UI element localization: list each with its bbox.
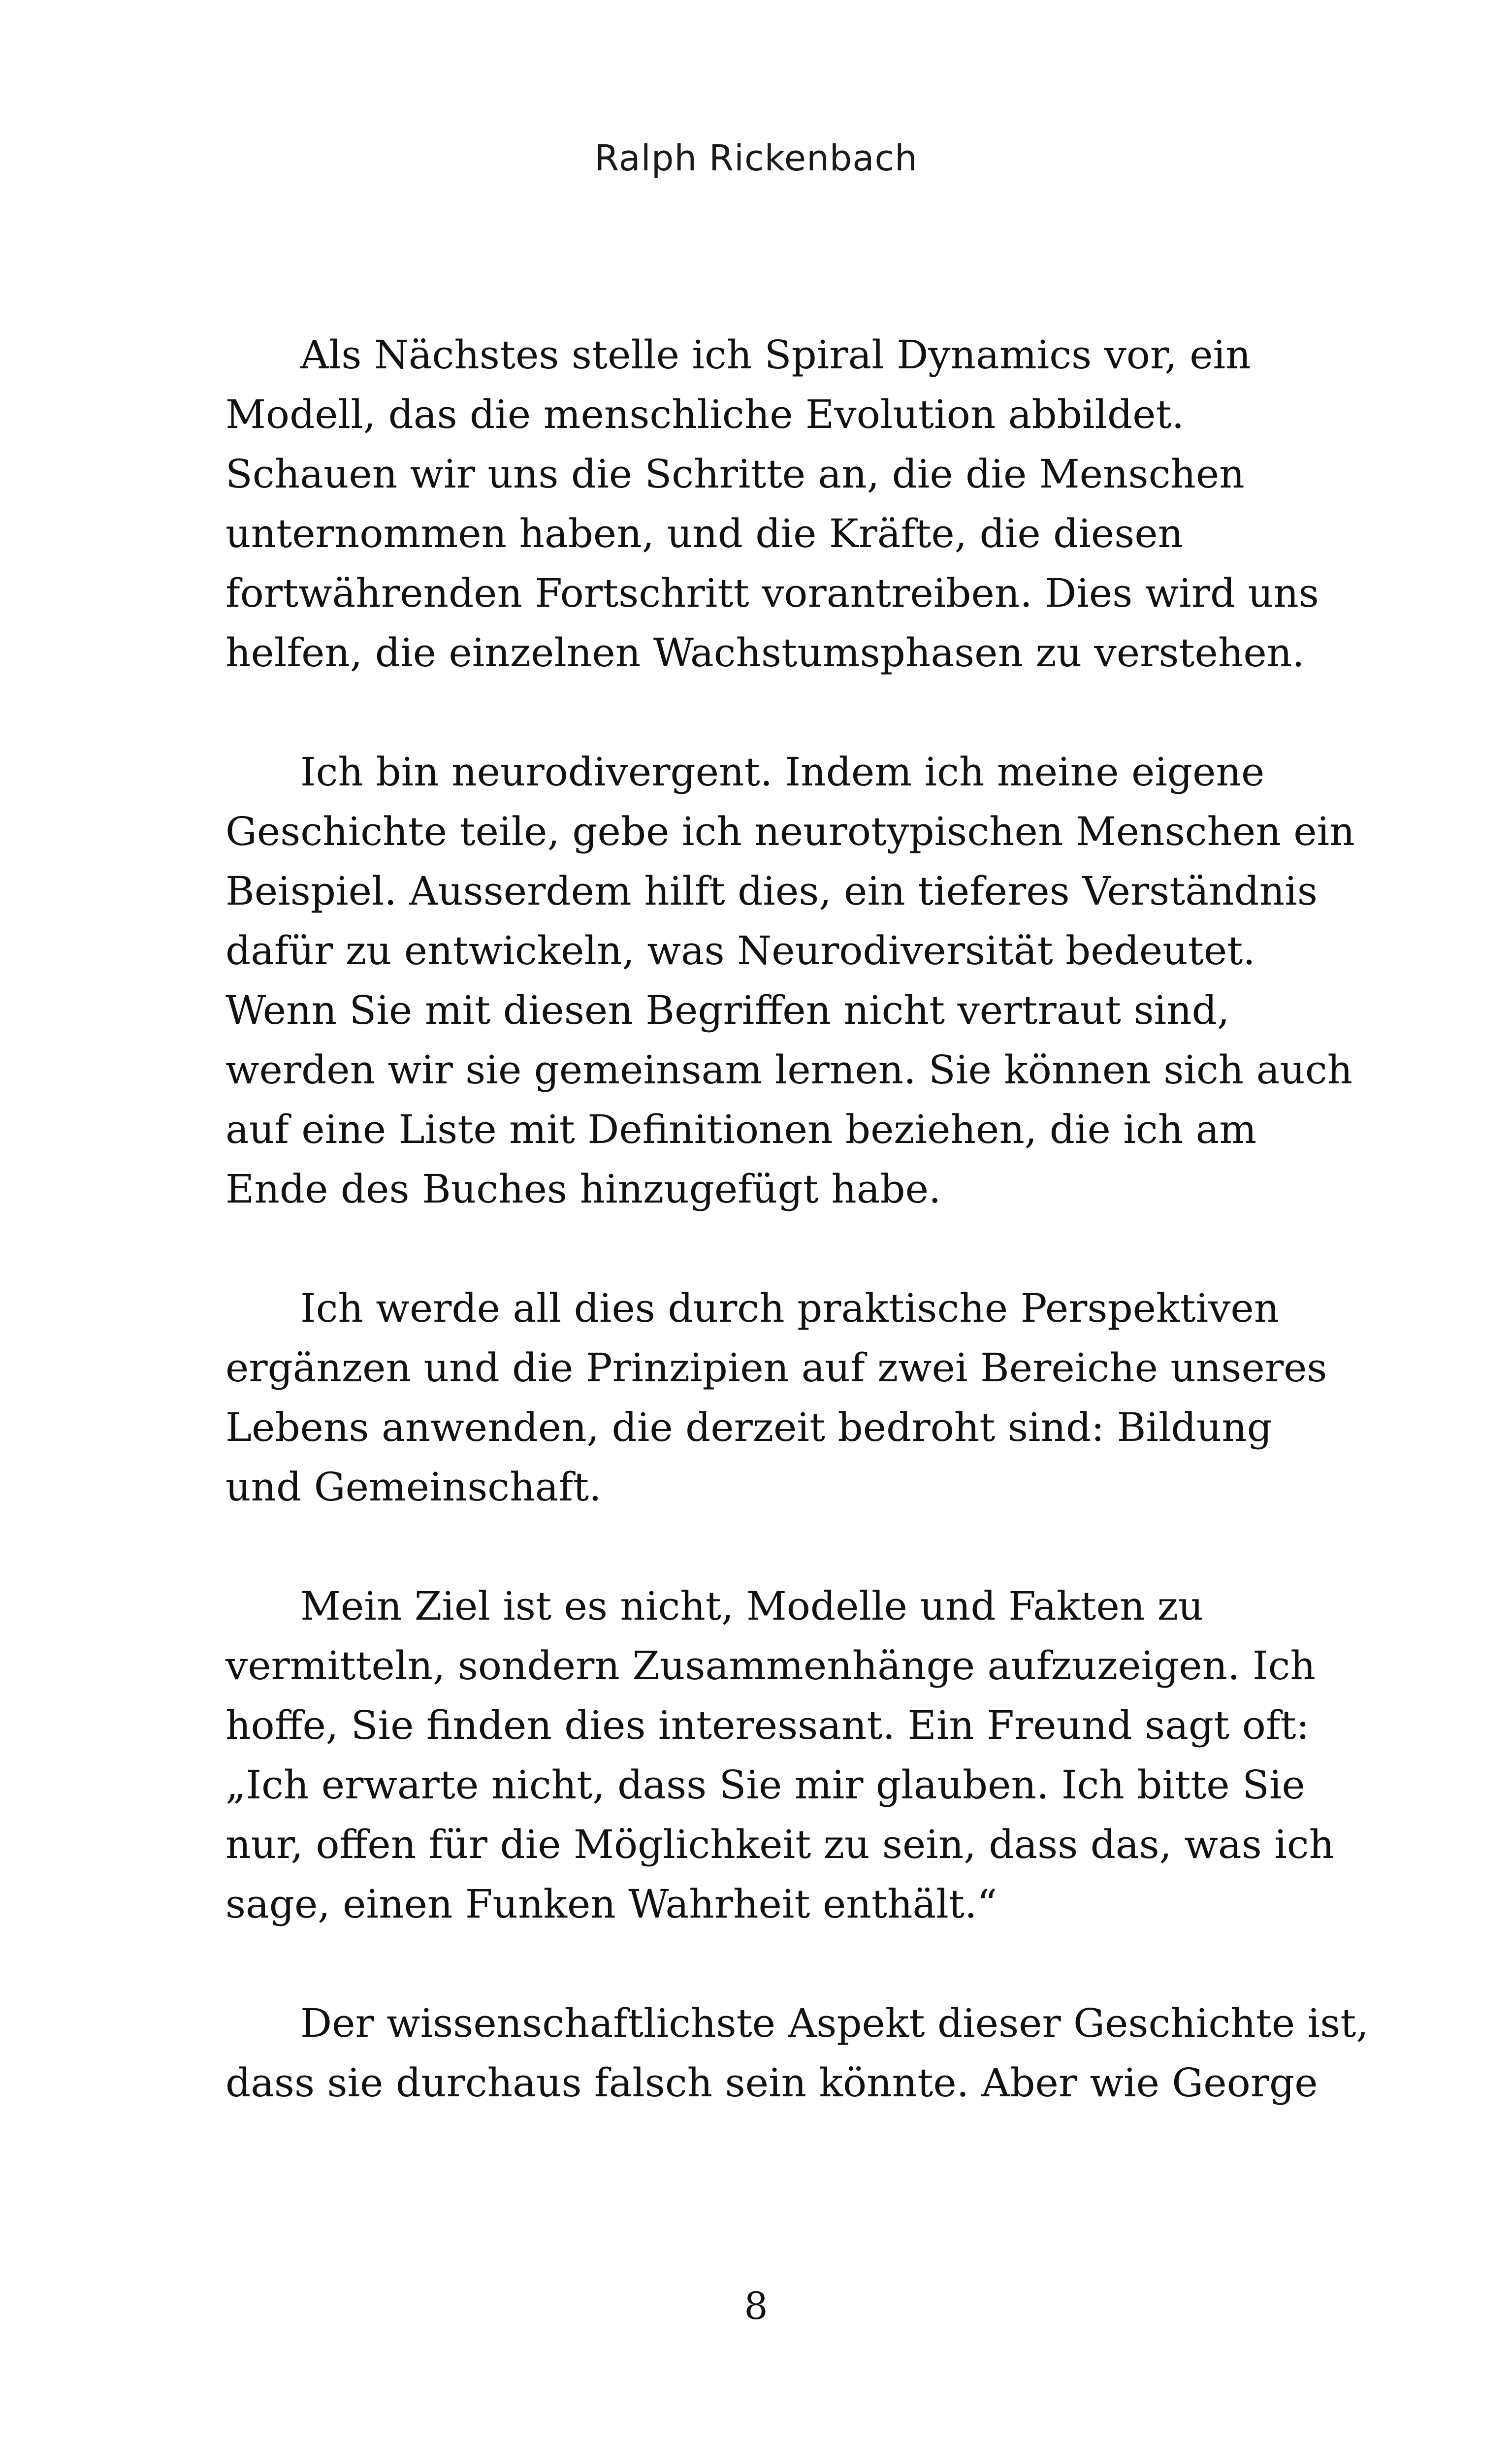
text-line: Beispiel. Ausserdem hilft dies, ein tieferes Verständnis xyxy=(225,868,1318,914)
text-line: unternommen haben, und die Kräfte, die diesen xyxy=(225,511,1184,556)
text-line: sage, einen Funken Wahrheit enthält.“ xyxy=(225,1881,997,1927)
text-line: auf eine Liste mit Definitionen beziehen, die ich am xyxy=(225,1107,1257,1152)
text-line: hoffe, Sie finden dies interessant. Ein Freund sagt oft: xyxy=(225,1702,1310,1748)
text-line: dafür zu entwickeln, was Neurodiversität bedeutet. xyxy=(225,928,1255,974)
text-line: fortwährenden Fortschritt vorantreiben. Dies wird uns xyxy=(225,570,1319,616)
text-line: Der wissenschaftlichste Aspekt dieser Geschichte ist, xyxy=(300,2000,1369,2046)
text-line: Modell, das die menschliche Evolution abbildet. xyxy=(225,391,1185,437)
text-line: und Gemeinschaft. xyxy=(225,1464,602,1510)
text-line: werden wir sie gemeinsam lernen. Sie können sich auch xyxy=(225,1047,1353,1093)
text-line: Wenn Sie mit diesen Begriffen nicht vertraut sind, xyxy=(225,987,1230,1033)
paragraph-4 xyxy=(225,1576,1335,1934)
text-line: ergänzen und die Prinzipien auf zwei Bereiche unseres xyxy=(225,1345,1327,1391)
text-line: „Ich erwarte nicht, dass Sie mir glauben. Ich bitte Sie xyxy=(225,1762,1305,1808)
text-line: Ich bin neurodivergent. Indem ich meine eigene xyxy=(300,749,1265,795)
text-line: Mein Ziel ist es nicht, Modelle und Fakten zu xyxy=(300,1583,1204,1629)
text-line: nur, offen für die Möglichkeit zu sein, dass das, was ich xyxy=(225,1822,1335,1867)
text-line: helfen, die einzelnen Wachstumsphasen zu verstehen. xyxy=(225,630,1305,676)
text-line: Lebens anwenden, die derzeit bedroht sind: Bildung xyxy=(225,1404,1273,1450)
text-line: Ende des Buches hinzugefügt habe. xyxy=(225,1166,941,1212)
text-line: Geschichte teile, gebe ich neurotypischen Menschen ein xyxy=(225,809,1355,854)
text-line: Ich werde all dies durch praktische Perspektiven xyxy=(300,1285,1280,1331)
page-number: 8 xyxy=(744,2284,768,2328)
paragraph-5 xyxy=(225,1993,1369,2113)
paragraph-1 xyxy=(225,325,1319,683)
text-line: Als Nächstes stelle ich Spiral Dynamics vor, ein xyxy=(300,332,1251,378)
text-line: Schauen wir uns die Schritte an, die die Menschen xyxy=(225,451,1245,497)
paragraph-3 xyxy=(225,1278,1327,1517)
text-line: dass sie durchaus falsch sein könnte. Aber wie George xyxy=(225,2060,1318,2106)
page-body xyxy=(225,325,1369,2172)
paragraph-2 xyxy=(225,742,1355,1219)
running-header-author: Ralph Rickenbach xyxy=(594,137,918,179)
text-line: vermitteln, sondern Zusammenhänge aufzuzeigen. Ich xyxy=(225,1643,1316,1689)
